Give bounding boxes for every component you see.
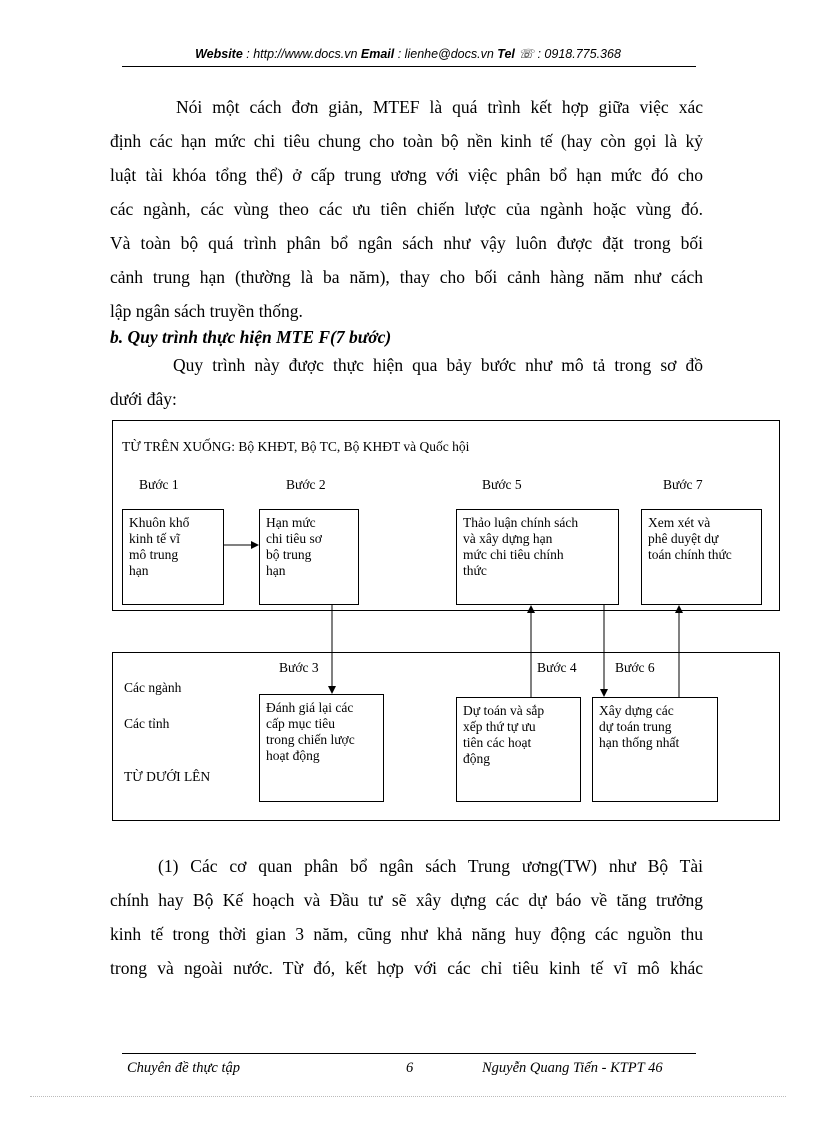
- sectors-label: Các ngành: [124, 680, 182, 695]
- paragraph-1-line-3: luật tài khóa tổng thể) ở cấp trung ương với việc phân bổ hạn mức đó cho: [110, 165, 703, 185]
- step-2-label: Bước 2: [286, 477, 326, 492]
- step-5-text-line: Thảo luận chính sách: [463, 515, 579, 530]
- step-4-text-line: động: [463, 751, 490, 766]
- step-3-text-line: cấp mục tiêu: [266, 716, 335, 731]
- step-5-text-line: và xây dựng hạn: [463, 531, 553, 546]
- paragraph-1-line-7: lập ngân sách truyền thống.: [110, 301, 303, 321]
- step-4-text-line: xếp thứ tự ưu: [463, 719, 536, 734]
- step-4-text-line: Dự toán và sắp: [463, 703, 545, 718]
- step-7-text-line: Xem xét và: [648, 515, 711, 530]
- step-1-text-line: mô trung: [129, 547, 179, 562]
- paragraph-3-line-2: chính hay Bộ Kế hoạch và Đầu tư sẽ xây dựng các dự báo về tăng trưởng: [110, 890, 703, 910]
- tel-label: Tel: [497, 47, 515, 61]
- step-3-label: Bước 3: [279, 660, 319, 675]
- section-heading: b. Quy trình thực hiện MTE F(7 bước): [110, 327, 392, 347]
- bottom-up-title: TỪ DƯỚI LÊN: [124, 769, 211, 784]
- paragraph-2-line-1: Quy trình này được thực hiện qua bảy bước như mô tả trong sơ đồ: [173, 355, 703, 375]
- email-value: : lienhe@docs.vn: [394, 47, 498, 61]
- step-1-text-line: kinh tế vĩ: [129, 531, 180, 546]
- provinces-label: Các tỉnh: [124, 716, 170, 731]
- paragraph-3-line-1: (1) Các cơ quan phân bổ ngân sách Trung ương(TW) như Bộ Tài: [158, 856, 703, 876]
- website-value: : http://www.docs.vn: [242, 47, 361, 61]
- footer-divider: [122, 1053, 696, 1054]
- step-2-text-line: chi tiêu sơ: [266, 531, 322, 546]
- paragraph-1-line-5: Và toàn bộ quá trình phân bổ ngân sách như vậy luôn được đặt trong bối: [110, 233, 703, 253]
- step-2-text-line: hạn: [266, 563, 286, 578]
- step-1-text-line: hạn: [129, 563, 149, 578]
- step-6-text-line: hạn thống nhất: [599, 735, 680, 750]
- step-2-text-line: Hạn mức: [266, 515, 316, 530]
- phone-icon: ☏: [514, 47, 535, 61]
- paragraph-2-line-2: dưới đây:: [110, 389, 177, 409]
- page-number: 6: [406, 1060, 414, 1076]
- paragraph-1-line-6: cảnh trung hạn (thường là ba năm), thay cho bối cảnh hàng năm như cách: [110, 267, 703, 287]
- step-4-text-line: tiên các hoạt: [463, 735, 532, 750]
- step-7-text-line: toán chính thức: [648, 547, 732, 562]
- top-down-title: TỪ TRÊN XUỐNG: Bộ KHĐT, Bộ TC, Bộ KHĐT và Quốc hội: [122, 439, 470, 454]
- step-5-text-line: mức chi tiêu chính: [463, 547, 564, 562]
- step-7-label: Bước 7: [663, 477, 703, 492]
- step-6-text-line: Xây dựng các: [599, 703, 674, 718]
- step-3-text-line: Đánh giá lại các: [266, 700, 354, 715]
- step-3-text-line: hoạt động: [266, 748, 320, 763]
- step-5-label: Bước 5: [482, 477, 522, 492]
- website-label: Website: [195, 47, 243, 61]
- page-bottom-dotted-line: [30, 1096, 786, 1097]
- step-2-text-line: bộ trung: [266, 547, 312, 562]
- paragraph-3-line-3: kinh tế trong thời gian 3 năm, cũng như khả năng huy động các nguồn thu: [110, 924, 703, 944]
- footer-right: Nguyễn Quang Tiến - KTPT 46: [482, 1060, 663, 1076]
- paragraph-1-line-1: Nói một cách đơn giản, MTEF là quá trình kết hợp giữa việc xác: [176, 97, 703, 117]
- paragraph-1-line-2: định các hạn mức chi tiêu chung cho toàn bộ nền kinh tế (hay còn gọi là kỷ: [110, 131, 703, 151]
- tel-value: : 0918.775.368: [534, 47, 621, 61]
- step-6-text-line: dự toán trung: [599, 719, 672, 734]
- step-7-text-line: phê duyệt dự: [648, 531, 719, 546]
- footer-left: Chuyên đề thực tập: [127, 1060, 241, 1076]
- email-label: Email: [360, 47, 395, 61]
- step-5-text-line: thức: [463, 563, 487, 578]
- paragraph-3-line-4: trong và ngoài nước. Từ đó, kết hợp với các chỉ tiêu kinh tế vĩ mô khác: [110, 958, 703, 978]
- step-1-label: Bước 1: [139, 477, 179, 492]
- step-1-text-line: Khuôn khổ: [129, 515, 190, 530]
- step-6-label: Bước 6: [615, 660, 655, 675]
- step-3-text-line: trong chiến lược: [266, 732, 355, 747]
- paragraph-1-line-4: các ngành, các vùng theo các ưu tiên chiến lược của ngành hoặc vùng đó.: [110, 199, 703, 219]
- step-4-label: Bước 4: [537, 660, 577, 675]
